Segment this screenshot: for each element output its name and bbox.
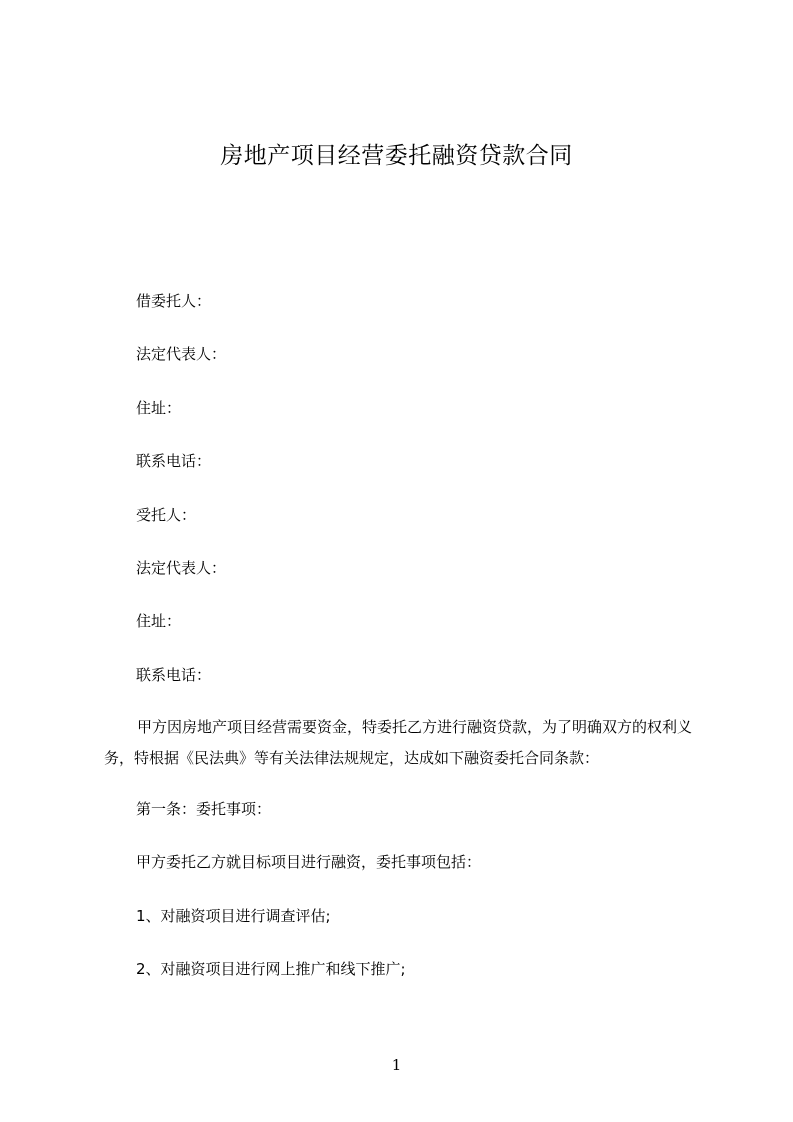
list-item: 1、对融资项目进行调查评估;	[136, 907, 331, 925]
document-title: 房地产项目经营委托融资贷款合同	[220, 143, 573, 169]
field-phone-b: 联系电话：	[136, 666, 212, 684]
article-1-lead: 甲方委托乙方就目标项目进行融资，委托事项包括：	[136, 853, 482, 871]
list-item: 2、对融资项目进行网上推广和线下推广;	[136, 960, 406, 978]
field-legal-representative-a: 法定代表人：	[136, 345, 227, 363]
article-1-heading: 第一条：委托事项：	[136, 800, 272, 818]
field-phone-a: 联系电话：	[136, 452, 212, 470]
field-entrusting-party: 借委托人：	[136, 292, 212, 310]
field-address-a: 住址：	[136, 399, 182, 417]
field-legal-representative-b: 法定代表人：	[136, 559, 227, 577]
page-number: 1	[391, 1056, 402, 1074]
field-address-b: 住址：	[136, 612, 182, 630]
field-trustee: 受托人：	[136, 506, 197, 524]
intro-paragraph: 甲方因房地产项目经营需要资金，特委托乙方进行融资贷款，为了明确双方的权利义务，特根据《民法典》等有关法律法规规定，达成如下融资委托合同条款：	[104, 718, 693, 767]
